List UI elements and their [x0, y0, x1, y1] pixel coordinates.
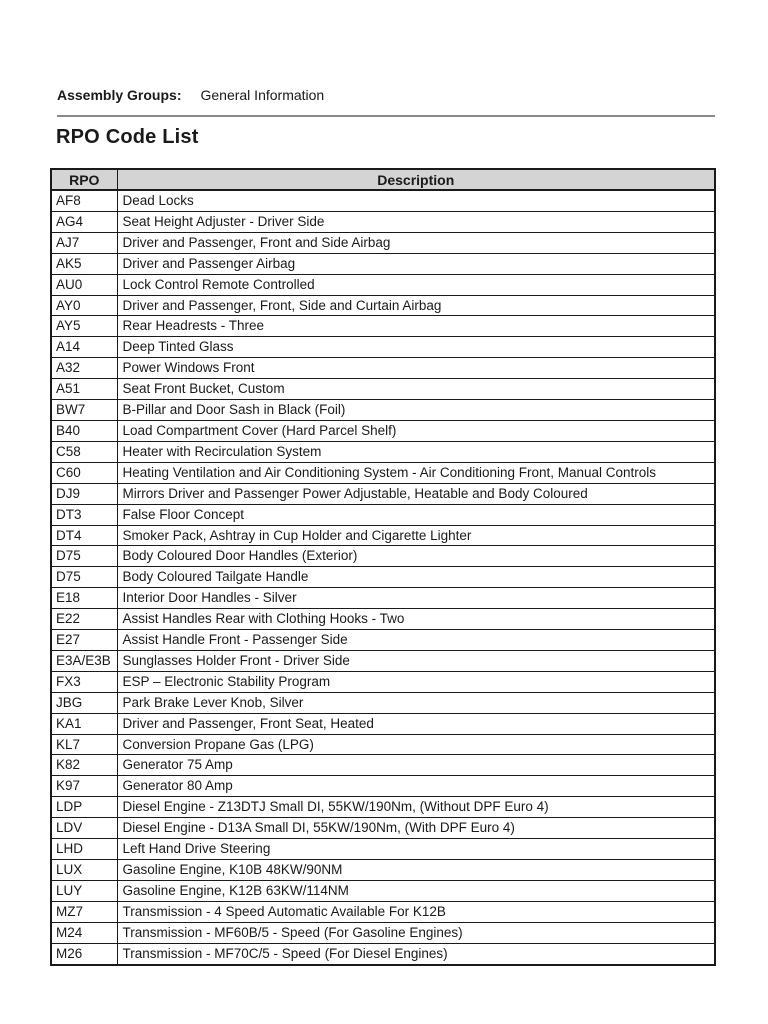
table-row: [51, 880, 715, 901]
description-cell: Body Coloured Tailgate Handle: [117, 567, 715, 588]
description-cell: Heating Ventilation and Air Conditioning System - Air Conditioning Front, Manual Controls: [117, 462, 715, 483]
rpo-code-cell: AJ7: [51, 232, 117, 253]
rpo-code-cell: BW7: [51, 400, 117, 421]
rpo-code-cell: A14: [51, 337, 117, 358]
table-body: [51, 190, 715, 965]
table-row: [51, 211, 715, 232]
rpo-code-cell: E22: [51, 609, 117, 630]
description-cell: Body Coloured Door Handles (Exterior): [117, 546, 715, 567]
table-row: [51, 525, 715, 546]
rpo-code-cell: E3A/E3B: [51, 650, 117, 671]
table-row: [51, 818, 715, 839]
description-cell: Transmission - 4 Speed Automatic Available For K12B: [117, 901, 715, 922]
description-cell: Gasoline Engine, K10B 48KW/90NM: [117, 860, 715, 881]
assembly-groups-line: [57, 87, 324, 103]
table-row: [51, 462, 715, 483]
description-cell: Rear Headrests - Three: [117, 316, 715, 337]
description-cell: Mirrors Driver and Passenger Power Adjustable, Heatable and Body Coloured: [117, 483, 715, 504]
description-cell: Assist Handle Front - Passenger Side: [117, 630, 715, 651]
rpo-code-cell: LDP: [51, 797, 117, 818]
description-cell: Deep Tinted Glass: [117, 337, 715, 358]
table-row: [51, 901, 715, 922]
table-row: [51, 797, 715, 818]
description-cell: Diesel Engine - D13A Small DI, 55KW/190Nm, (With DPF Euro 4): [117, 818, 715, 839]
rpo-code-cell: E27: [51, 630, 117, 651]
table-row: [51, 274, 715, 295]
rpo-code-table: [50, 168, 716, 966]
rpo-code-cell: D75: [51, 546, 117, 567]
description-cell: Seat Height Adjuster - Driver Side: [117, 211, 715, 232]
rpo-code-cell: B40: [51, 420, 117, 441]
table-row: [51, 190, 715, 211]
table-row: [51, 860, 715, 881]
table-row: [51, 441, 715, 462]
description-cell: Lock Control Remote Controlled: [117, 274, 715, 295]
description-cell: Driver and Passenger Airbag: [117, 253, 715, 274]
rpo-code-cell: LDV: [51, 818, 117, 839]
table-row: [51, 734, 715, 755]
description-cell: Dead Locks: [117, 190, 715, 211]
horizontal-divider: [57, 115, 715, 117]
description-cell: Heater with Recirculation System: [117, 441, 715, 462]
rpo-code-cell: LUY: [51, 880, 117, 901]
table-row: [51, 337, 715, 358]
table-row: [51, 755, 715, 776]
rpo-code-cell: JBG: [51, 692, 117, 713]
description-cell: Driver and Passenger, Front, Side and Curtain Airbag: [117, 295, 715, 316]
rpo-code-cell: AY0: [51, 295, 117, 316]
rpo-code-cell: AG4: [51, 211, 117, 232]
table-header-row: [51, 169, 715, 190]
description-cell: Power Windows Front: [117, 358, 715, 379]
description-cell: Interior Door Handles - Silver: [117, 588, 715, 609]
rpo-code-cell: K97: [51, 776, 117, 797]
rpo-code-cell: KL7: [51, 734, 117, 755]
description-cell: Park Brake Lever Knob, Silver: [117, 692, 715, 713]
description-cell: Driver and Passenger, Front Seat, Heated: [117, 713, 715, 734]
rpo-code-cell: LHD: [51, 839, 117, 860]
description-cell: Sunglasses Holder Front - Driver Side: [117, 650, 715, 671]
table-row: [51, 379, 715, 400]
column-header-rpo: RPO: [51, 169, 117, 190]
rpo-code-cell: MZ7: [51, 901, 117, 922]
table-row: [51, 567, 715, 588]
table-row: [51, 922, 715, 943]
description-cell: Generator 75 Amp: [117, 755, 715, 776]
rpo-code-cell: A32: [51, 358, 117, 379]
table-row: [51, 692, 715, 713]
table-row: [51, 671, 715, 692]
rpo-code-cell: E18: [51, 588, 117, 609]
table-row: [51, 650, 715, 671]
rpo-code-cell: AF8: [51, 190, 117, 211]
rpo-code-cell: C58: [51, 441, 117, 462]
description-cell: Assist Handles Rear with Clothing Hooks - Two: [117, 609, 715, 630]
table-row: [51, 483, 715, 504]
description-cell: Smoker Pack, Ashtray in Cup Holder and Cigarette Lighter: [117, 525, 715, 546]
description-cell: Generator 80 Amp: [117, 776, 715, 797]
description-cell: False Floor Concept: [117, 504, 715, 525]
table-row: [51, 630, 715, 651]
table-row: [51, 358, 715, 379]
description-cell: Load Compartment Cover (Hard Parcel Shelf): [117, 420, 715, 441]
table-row: [51, 609, 715, 630]
rpo-code-cell: AY5: [51, 316, 117, 337]
rpo-code-cell: K82: [51, 755, 117, 776]
description-cell: Conversion Propane Gas (LPG): [117, 734, 715, 755]
table-row: [51, 253, 715, 274]
description-cell: B-Pillar and Door Sash in Black (Foil): [117, 400, 715, 421]
description-cell: Gasoline Engine, K12B 63KW/114NM: [117, 880, 715, 901]
rpo-code-cell: AU0: [51, 274, 117, 295]
description-cell: Diesel Engine - Z13DTJ Small DI, 55KW/190Nm, (Without DPF Euro 4): [117, 797, 715, 818]
table-row: [51, 295, 715, 316]
table-row: [51, 316, 715, 337]
description-cell: Transmission - MF70C/5 - Speed (For Diesel Engines): [117, 943, 715, 964]
description-cell: Seat Front Bucket, Custom: [117, 379, 715, 400]
description-cell: Transmission - MF60B/5 - Speed (For Gasoline Engines): [117, 922, 715, 943]
table-row: [51, 400, 715, 421]
assembly-groups-label: Assembly Groups:: [57, 87, 182, 103]
table-row: [51, 504, 715, 525]
rpo-code-cell: LUX: [51, 860, 117, 881]
table-row: [51, 713, 715, 734]
rpo-code-cell: D75: [51, 567, 117, 588]
rpo-code-cell: KA1: [51, 713, 117, 734]
rpo-code-cell: A51: [51, 379, 117, 400]
table-row: [51, 546, 715, 567]
table-row: [51, 588, 715, 609]
rpo-code-cell: M26: [51, 943, 117, 964]
assembly-groups-value: General Information: [200, 87, 325, 103]
rpo-code-cell: DT3: [51, 504, 117, 525]
column-header-description: Description: [117, 169, 715, 190]
rpo-code-cell: AK5: [51, 253, 117, 274]
table-row: [51, 420, 715, 441]
table-row: [51, 776, 715, 797]
page-title: RPO Code List: [56, 126, 199, 148]
rpo-code-cell: M24: [51, 922, 117, 943]
description-cell: ESP – Electronic Stability Program: [117, 671, 715, 692]
table-row: [51, 839, 715, 860]
table-row: [51, 232, 715, 253]
rpo-code-cell: DJ9: [51, 483, 117, 504]
description-cell: Left Hand Drive Steering: [117, 839, 715, 860]
rpo-code-cell: DT4: [51, 525, 117, 546]
table-row: [51, 943, 715, 964]
rpo-code-cell: FX3: [51, 671, 117, 692]
rpo-code-cell: C60: [51, 462, 117, 483]
description-cell: Driver and Passenger, Front and Side Airbag: [117, 232, 715, 253]
